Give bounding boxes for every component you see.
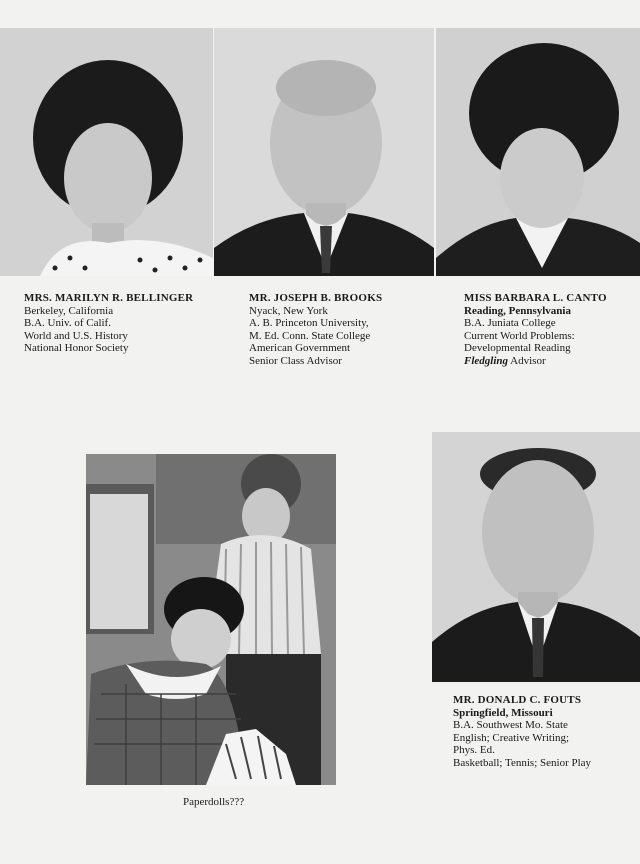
caption-line: Basketball; Tennis; Senior Play [453,756,592,769]
caption-line: Reading, Pennsylvania [464,304,571,317]
caption-line: English; Creative Writing; [453,731,570,744]
portrait-brooks [214,28,434,276]
caption-line: Current World Problems: [464,329,575,342]
caption-line: Senior Class Advisor [249,354,342,367]
caption-brooks [249,292,382,367]
caption-line: A. B. Princeton University, [249,317,369,329]
teacher-name: MRS. MARILYN R. BELLINGER [24,292,194,304]
advisor-text: Advisor [508,354,546,367]
caption-line: B.A. Univ. of Calif. [24,317,111,329]
caption-line: M. Ed. Conn. State College [249,329,371,342]
caption-line: Developmental Reading [464,342,571,354]
caption-line: B.A. Juniata College [464,317,556,329]
portrait-bellinger [0,28,213,276]
caption-bellinger [24,292,193,355]
caption-line: Springfield, Missouri [453,706,553,719]
teacher-name: MR. JOSEPH B. BROOKS [249,292,383,304]
caption-line: World and U.S. History [24,329,128,342]
portrait-canto [436,28,640,276]
publication-name: Fledgling [464,354,509,367]
teacher-name: MISS BARBARA L. CANTO [464,292,607,304]
caption-line: Berkeley, California [24,304,114,317]
caption-line: National Honor Society [24,342,129,354]
caption-line: B.A. Southwest Mo. State [453,719,568,731]
caption-fouts [453,694,591,769]
portrait-fouts [432,432,640,682]
caption-line: Phys. Ed. [453,744,495,756]
candid-photo-caption: Paperdolls??? [183,796,245,808]
caption-line: Nyack, New York [249,304,328,317]
candid-photo-paperdolls [86,454,336,785]
caption-line-advisor [464,355,607,368]
caption-line: American Government [249,342,351,354]
caption-canto [464,292,607,367]
teacher-name: MR. DONALD C. FOUTS [453,694,582,706]
